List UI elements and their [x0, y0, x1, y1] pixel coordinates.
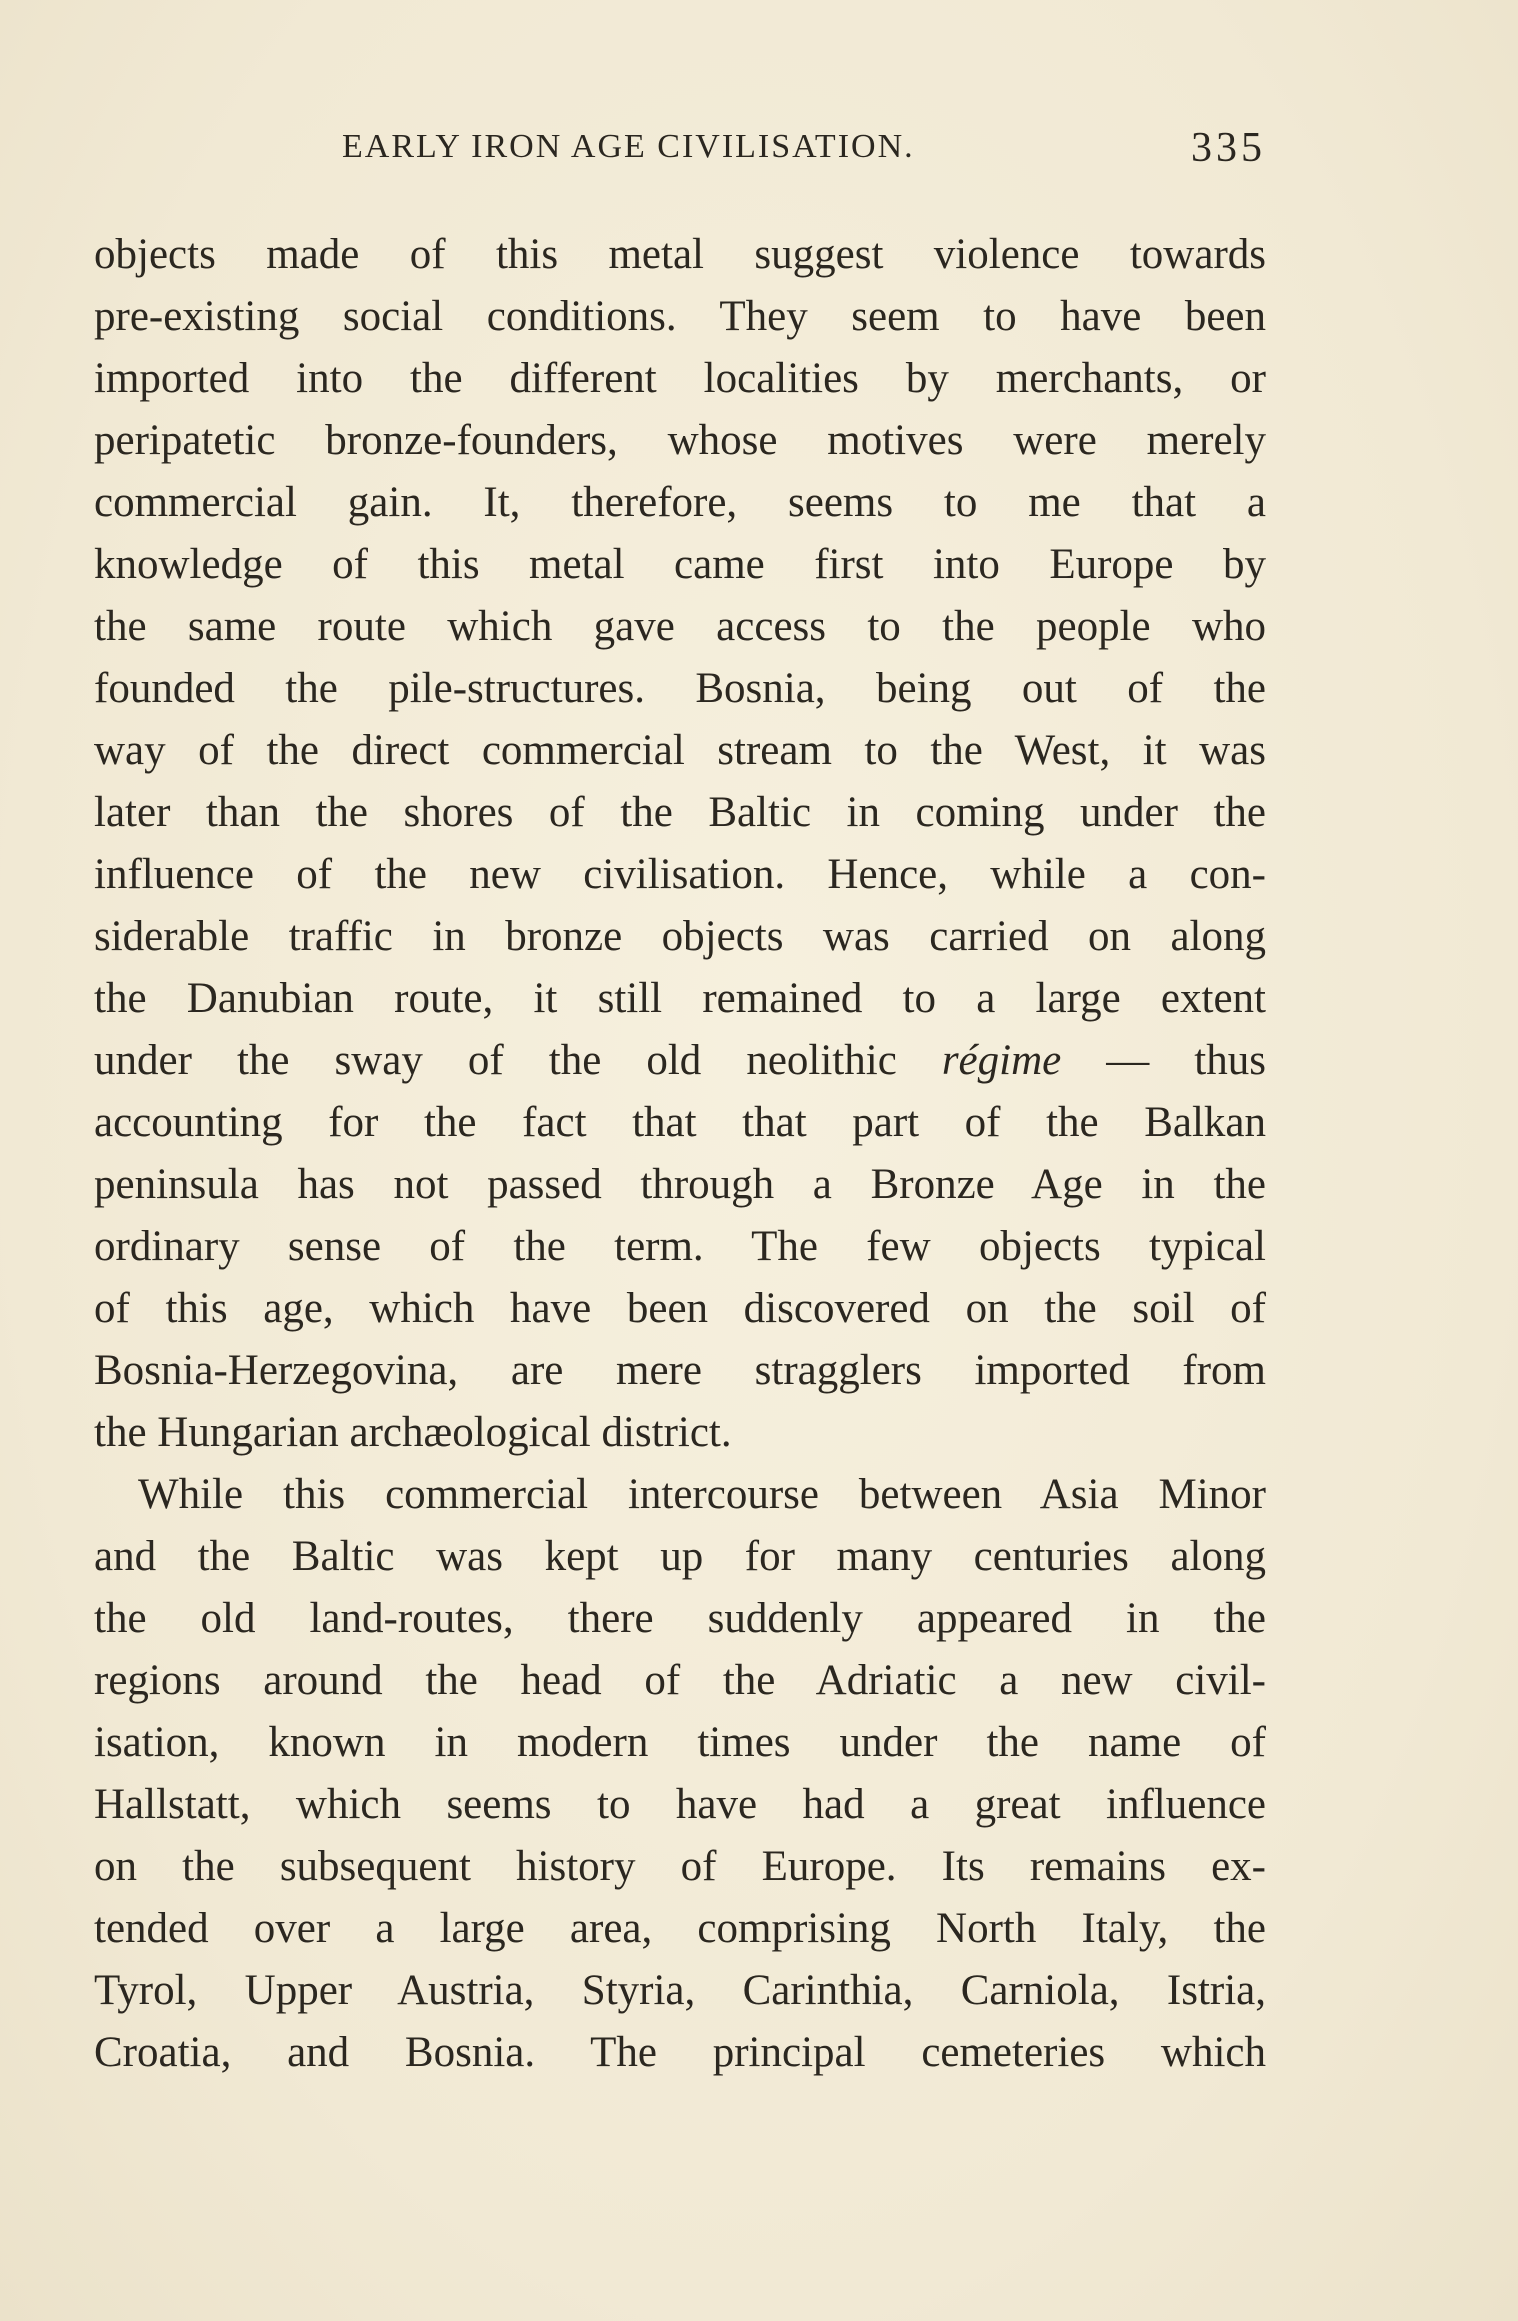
- text-line: later than the shores of the Baltic in coming under the: [94, 789, 1266, 836]
- text-line: the Danubian route, it still remained to a large extent: [94, 975, 1266, 1022]
- page-number: 335: [1191, 125, 1266, 171]
- text-line: accounting for the fact that that part of the Balkan: [94, 1099, 1266, 1146]
- text-line: regions around the head of the Adriatic a new civil-: [94, 1657, 1266, 1704]
- running-head: [94, 125, 1266, 178]
- text-line: of this age, which have been discovered on the soil of: [94, 1285, 1266, 1332]
- text-line: ordinary sense of the term. The few objects typical: [94, 1223, 1266, 1270]
- text-line: the old land-routes, there suddenly appeared in the: [94, 1595, 1266, 1642]
- text-line: knowledge of this metal came first into Europe by: [94, 541, 1266, 588]
- text-line: While this commercial intercourse between Asia Minor: [138, 1471, 1266, 1518]
- text-line: peninsula has not passed through a Bronze Age in the: [94, 1161, 1266, 1208]
- text-line: and the Baltic was kept up for many centuries along: [94, 1533, 1266, 1580]
- text-line: influence of the new civilisation. Hence, while a con-: [94, 851, 1266, 898]
- text-line: siderable traffic in bronze objects was carried on along: [94, 913, 1266, 960]
- text-line: Hallstatt, which seems to have had a great influence: [94, 1781, 1266, 1828]
- text-line: tended over a large area, comprising North Italy, the: [94, 1905, 1266, 1952]
- running-title: EARLY IRON AGE CIVILISATION.: [342, 128, 915, 165]
- text-line: way of the direct commercial stream to the West, it was: [94, 727, 1266, 774]
- text-line: peripatetic bronze-founders, whose motives were merely: [94, 417, 1266, 464]
- text-line: Croatia, and Bosnia. The principal cemeteries which: [94, 2029, 1266, 2076]
- text-line: [94, 1030, 1266, 1092]
- body-text: [94, 224, 1266, 2084]
- text-line: on the subsequent history of Europe. Its remains ex-: [94, 1843, 1266, 1890]
- text-line: isation, known in modern times under the name of: [94, 1719, 1266, 1766]
- text-line: Bosnia-Herzegovina, are mere stragglers imported from: [94, 1347, 1266, 1394]
- text-line: pre-existing social conditions. They seem to have been: [94, 293, 1266, 340]
- text-line: the same route which gave access to the people who: [94, 603, 1266, 650]
- text-line: Tyrol, Upper Austria, Styria, Carinthia, Carniola, Istria,: [94, 1967, 1266, 2014]
- text-line: the Hungarian archæological district.: [94, 1409, 732, 1456]
- text-segment: — thus: [1061, 1037, 1266, 1084]
- text-line: imported into the different localities by merchants, or: [94, 355, 1266, 402]
- text-line: commercial gain. It, therefore, seems to me that a: [94, 479, 1266, 526]
- italic-word: régime: [941, 1037, 1062, 1084]
- text-line: founded the pile-structures. Bosnia, being out of the: [94, 665, 1266, 712]
- text-segment: under the sway of the old neolithic: [94, 1037, 942, 1084]
- text-line: objects made of this metal suggest violence towards: [94, 231, 1266, 278]
